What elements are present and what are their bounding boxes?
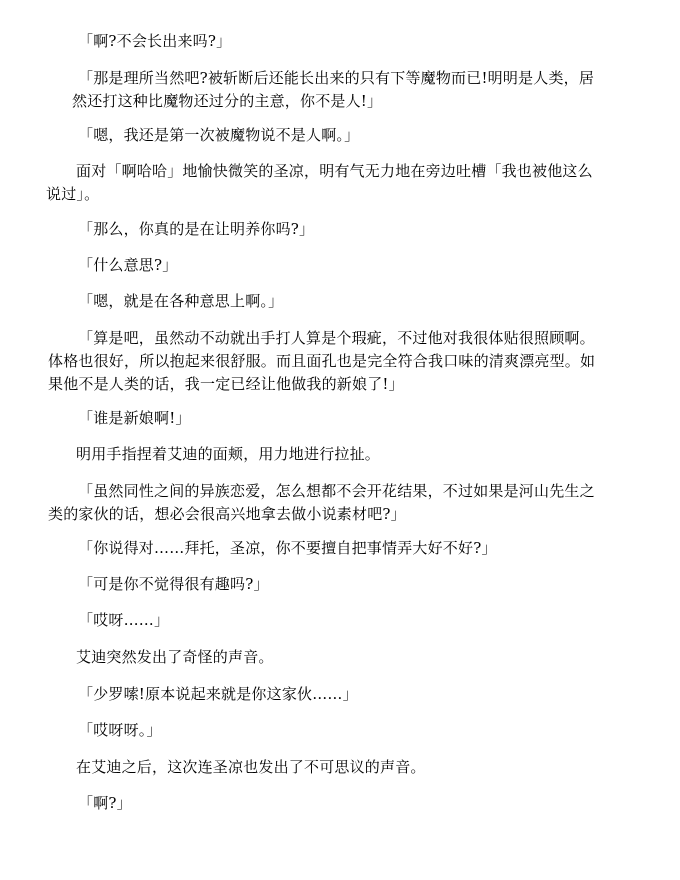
paragraph bbox=[78, 290, 283, 313]
paragraph bbox=[78, 124, 359, 147]
paragraph-line: 面对「啊哈哈」地愉快微笑的圣凉，明有气无力地在旁边吐槽「我也被他这么 bbox=[76, 162, 593, 180]
paragraph-line: 明用手指捏着艾迪的面颊，用力地进行拉扯。 bbox=[76, 445, 381, 463]
paragraph bbox=[76, 443, 380, 466]
paragraph bbox=[78, 537, 497, 560]
paragraph-line: 类的家伙的话，想必会很高兴地拿去做小说素材吧?」 bbox=[48, 505, 406, 523]
paragraph-line: 「啊?不会长出来吗?」 bbox=[78, 32, 232, 50]
paragraph-line: 「嗯，就是在各种意思上啊。」 bbox=[78, 292, 284, 310]
paragraph-line: 「谁是新娘啊!」 bbox=[78, 409, 191, 427]
paragraph bbox=[78, 407, 191, 430]
paragraph bbox=[72, 67, 595, 113]
paragraph-line: 「算是吧，虽然动不动就出手打人算是个瑕疵，不过他对我很体贴很照顾啊。 bbox=[78, 329, 595, 347]
paragraph-line: 「什么意思?」 bbox=[78, 256, 178, 274]
paragraph-line: 在艾迪之后，这次连圣凉也发出了不可思议的声音。 bbox=[76, 758, 426, 776]
paragraph-line: 说过」。 bbox=[46, 185, 100, 203]
paragraph bbox=[78, 30, 231, 53]
paragraph bbox=[76, 646, 274, 669]
paragraph bbox=[48, 327, 596, 396]
paragraph bbox=[78, 719, 162, 742]
paragraph-line: 体格也很好，所以抱起来很舒服。而且面孔也是完全符合我口味的清爽漂亮型。如 bbox=[48, 352, 596, 370]
paragraph-line: 艾迪突然发出了奇怪的声音。 bbox=[76, 648, 274, 666]
paragraph bbox=[46, 160, 593, 206]
paragraph-line: 「哎呀……」 bbox=[78, 611, 170, 629]
paragraph-line: 然还打这种比魔物还过分的主意，你不是人!」 bbox=[72, 92, 383, 110]
paragraph-line: 「可是你不觉得很有趣吗?」 bbox=[78, 575, 269, 593]
paragraph-line: 「少罗嗦!原本说起来就是你这家伙……」 bbox=[78, 685, 358, 703]
paragraph bbox=[78, 573, 269, 596]
paragraph-line: 「你说得对……拜托，圣凉，你不要擅自把事情弄大好不好?」 bbox=[78, 539, 497, 557]
paragraph bbox=[78, 218, 314, 241]
paragraph bbox=[78, 254, 177, 277]
paragraph bbox=[78, 792, 132, 815]
paragraph-line: 「哎呀呀。」 bbox=[78, 721, 162, 739]
paragraph-line: 果他不是人类的话，我一定已经让他做我的新娘了!」 bbox=[48, 375, 404, 393]
paragraph bbox=[76, 756, 426, 779]
paragraph-line: 「嗯，我还是第一次被魔物说不是人啊。」 bbox=[78, 126, 360, 144]
paragraph-line: 「那么，你真的是在让明养你吗?」 bbox=[78, 220, 315, 238]
paragraph-line: 「那是理所当然吧?被斩断后还能长出来的只有下等魔物而已!明明是人类，居 bbox=[78, 69, 595, 87]
paragraph-line: 「啊?」 bbox=[78, 794, 132, 812]
paragraph bbox=[48, 480, 595, 526]
paragraph bbox=[78, 609, 169, 632]
paragraph-line: 「虽然同性之间的异族恋爱，怎么想都不会开花结果，不过如果是河山先生之 bbox=[78, 482, 595, 500]
paragraph bbox=[78, 683, 358, 706]
